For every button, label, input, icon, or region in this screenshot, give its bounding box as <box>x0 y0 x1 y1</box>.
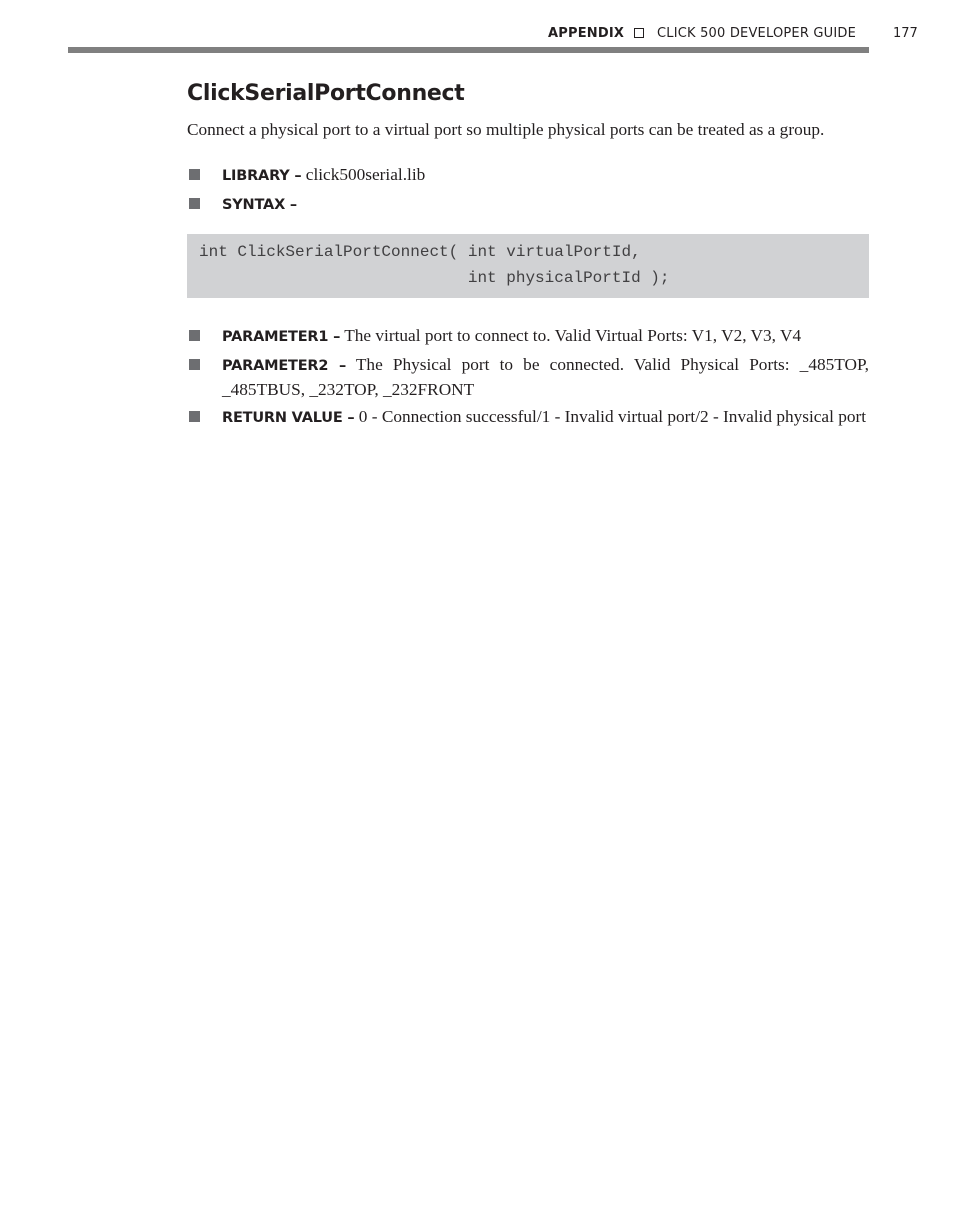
item-label: LIBRARY – <box>222 168 302 184</box>
list-item-parameter1 <box>187 324 869 349</box>
header-separator-box <box>634 28 644 38</box>
page-header <box>0 26 954 46</box>
item-label: SYNTAX – <box>222 197 297 213</box>
item-label: RETURN VALUE – <box>222 410 355 426</box>
list-item-parameter2 <box>187 353 869 401</box>
header-section: APPENDIX <box>548 26 625 41</box>
code-line: int physicalPortId ); <box>199 269 670 287</box>
item-text: 0 - Connection successful/1 - Invalid virtual port/2 - Invalid physical port <box>358 407 867 426</box>
square-bullet-icon <box>189 330 200 341</box>
code-block <box>187 234 869 298</box>
item-text: The Physical port to be connected. Valid Physical Ports: _485TOP, _485TBUS, _232TOP, _232FRONT <box>222 355 869 399</box>
header-rule <box>68 47 869 53</box>
intro-paragraph: Connect a physical port to a virtual port so multiple physical ports can be treated as a group. <box>187 120 825 139</box>
page-title: ClickSerialPortConnect <box>187 81 465 106</box>
list-item-return-value <box>187 405 869 430</box>
square-bullet-icon <box>189 169 200 180</box>
square-bullet-icon <box>189 359 200 370</box>
info-list-top <box>187 163 869 221</box>
code-text <box>187 234 869 291</box>
info-list-bottom <box>187 324 869 434</box>
header-guide-title: CLICK 500 DEVELOPER GUIDE <box>657 26 857 41</box>
page-number: 177 <box>893 26 918 41</box>
item-label: PARAMETER1 – <box>222 329 341 345</box>
list-item-library <box>187 163 869 188</box>
item-text: click500serial.lib <box>305 165 426 184</box>
square-bullet-icon <box>189 198 200 209</box>
code-line: int ClickSerialPortConnect( int virtualPortId, <box>199 243 641 261</box>
item-text: The virtual port to connect to. Valid Virtual Ports: V1, V2, V3, V4 <box>344 326 802 345</box>
list-item-syntax <box>187 192 869 217</box>
square-bullet-icon <box>189 411 200 422</box>
item-label: PARAMETER2 – <box>222 358 347 374</box>
